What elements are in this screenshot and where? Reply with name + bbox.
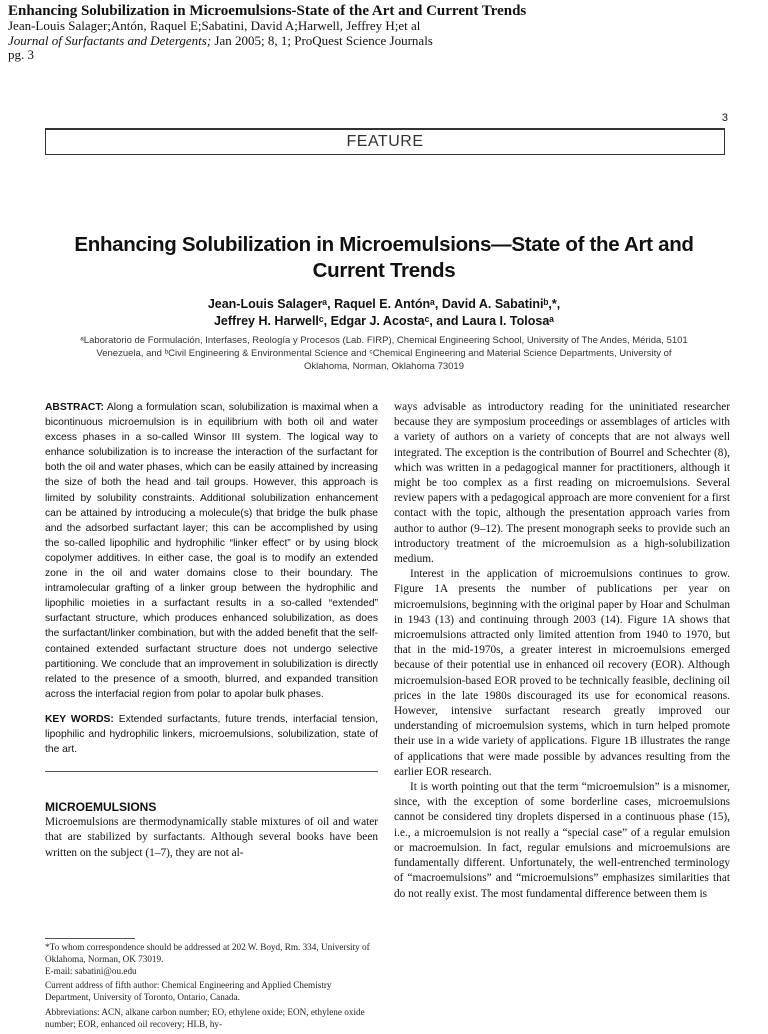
right-column: [394, 400, 730, 902]
footnotes: [45, 938, 378, 1034]
header-journal: Journal of Surfactants and Detergents;: [8, 32, 212, 48]
document-header: [8, 3, 748, 63]
abstract: [45, 400, 378, 702]
keywords-text: Extended surfactants, future trends, interfacial tension, lipophilic and hydrophilic linkers, microemulsions, solubilization, state of the art.: [45, 713, 379, 756]
header-citation: [8, 34, 748, 49]
header-authors: Jean-Louis Salager;Antón, Raquel E;Sabatini, David A;Harwell, Jeffrey H;et al: [8, 18, 421, 33]
intro-paragraph: Microemulsions are thermodynamically stable mixtures of oil and water that are stabilized by surfactants. Although several books have been written on the subject (1–7), they are not al-: [45, 816, 378, 859]
abstract-text: Along a formulation scan, solubilization is maximal when a bicontinuous microemulsion is in equilibrium with both oil and water excess phases in a so-called Winsor III system. The logical way to enhance solubilization is to increase the interaction of the surfactant for both the oil and water phases, which can be easily attained by increasing the size of both the head and tail groups. However, this approach is limited by solubility constraints. Additional solubilization enhancement can be attained by introducing a molecule(s) that bridge the bulk phase and the adsorbed surfactant layer; this can be accomplished by using the so-called lipophilic and hydrophilic “linker effect” or by using block copolymer additives. In either case, the goal is to modify an extended zone in the oil and water domains close to their boundary. The intramolecular grafting of a linker group between the hydrophilic and lipophilic moieties in a surfactant results in a so-called “extended” surfactant structure, which produces enhanced solubilization, as does the surfactant/linker combination, but with the added benefit that the self-contained extended surfactant structure does not undergo selective partitioning. We conclude that an improvement in solubilization is directly related to the presence of a smooth, blurred, and expanded transition across the interfacial region from polar to apolar bulk phases.: [45, 402, 378, 700]
header-title: Enhancing Solubilization in Microemulsions-State of the Art and Current Trends: [8, 3, 527, 19]
left-column: [45, 400, 378, 861]
body-paragraph-2: Interest in the application of microemulsions continues to grow. Figure 1A presents the number of publications per year on microemulsions, beginning with the original paper by Hoar and Schulman in 1943 (13) and continuing through 2003 (14). Figure 1A shows that microemulsions attracted only limited attention from 1940 to 1970, but that in the mid-1970s, a greater interest in microemulsions emerged because of their potential use in enhanced oil recovery (EOR). Although microemulsion-based EOR proved to be technically feasible, declining oil prices in the late 1980s discouraged its use for economical reasons. However, intensive surfactant research greatly improved our understanding of microemulsion systems, which in turn helped promote their use in a wide variety of applications. Figure 1B illustrates the range of applications that were made possible by advances resulting from the earlier EOR research.: [394, 568, 730, 778]
header-issue: Jan 2005; 8, 1; ProQuest Science Journals: [211, 32, 433, 48]
article-title: Enhancing Solubilization in Microemulsions—State of the Art and Current Trends: [74, 233, 694, 282]
header-page: pg. 3: [8, 47, 34, 62]
authors-line-1: Jean-Louis Salagerᵃ, Raquel E. Antónᵃ, David A. Sabatiniᵇ,*,: [207, 297, 561, 311]
feature-banner: FEATURE: [45, 128, 725, 155]
section-heading: MICROEMULSIONS: [45, 800, 157, 815]
author-affiliations: ᵃLaboratorio de Formulación, Interfases, Reología y Procesos (Lab. FIRP), Chemical Engineering School, University of The Andes, Mérida, 5101 Venezuela, and ᵇCivil Engineering & Environmental Science and ᶜChemical Engineering and Material Science Departments, University of Oklahoma, Norman, Oklahoma 73019: [80, 335, 688, 372]
keywords-label: KEY WORDS:: [45, 713, 114, 725]
footnote-divider: [45, 938, 135, 939]
correspondence-email: E-mail: sabatini@ou.edu: [45, 965, 137, 976]
body-paragraph-3: It is worth pointing out that the term “microemulsion” is a misnomer, since, with the exception of some borderline cases, microemulsions cannot be considered tiny droplets dispersed in a continuous phase (15), i.e., a microemulsion is not really a “special case” of a regular emulsion or macroemulsion. In fact, regular emulsions and microemulsions are fundamentally different. Unfortunately, the well-entrenched terminology of “macroemulsions” and “microemulsions” emphasizes similarities that do not really exist. The most fundamental difference between them is: [394, 781, 730, 900]
footnote-abbreviations: Abbreviations: ACN, alkane carbon number; EO, ethylene oxide; EON, ethylene oxide number; EOR, enhanced oil recovery; HLB, hy-: [45, 1006, 365, 1029]
footnote-correspondence: [45, 942, 378, 977]
article-authors: [100, 296, 668, 330]
abstract-label: ABSTRACT:: [45, 402, 104, 413]
page-number: 3: [721, 112, 728, 124]
authors-line-2: Jeffrey H. Harwellᶜ, Edgar J. Acostaᶜ, and Laura I. Tolosaᵃ: [213, 314, 554, 328]
footnote-current-address: Current address of fifth author: Chemical Engineering and Applied Chemistry Department, University of Toronto, Ontario, Canada.: [45, 980, 332, 1003]
body-paragraph-1: ways advisable as introductory reading for the uninitiated researcher because they are symposium proceedings or assemblages of articles with a variety of authors on a variety of concepts that are not always well integrated. The exception is the contribution of Bourrel and Schechter (8), which was written in a pedagogical manner for practitioners, although it might be too complex as a first reading on microemulsions. Several review papers with a pedagogical approach are more convenient for a first contact with the topic, although the presentation approach varies from author to author (9–12). The present monograph seeks to provide such an introductory treatment of the microemulsion as a high-solubilization medium.: [394, 401, 730, 566]
section-divider: [45, 771, 378, 772]
correspondence-text: *To whom correspondence should be addressed at 202 W. Boyd, Rm. 334, University of Oklahoma, Norman, OK 73019.: [45, 942, 370, 964]
keywords: [45, 712, 378, 757]
